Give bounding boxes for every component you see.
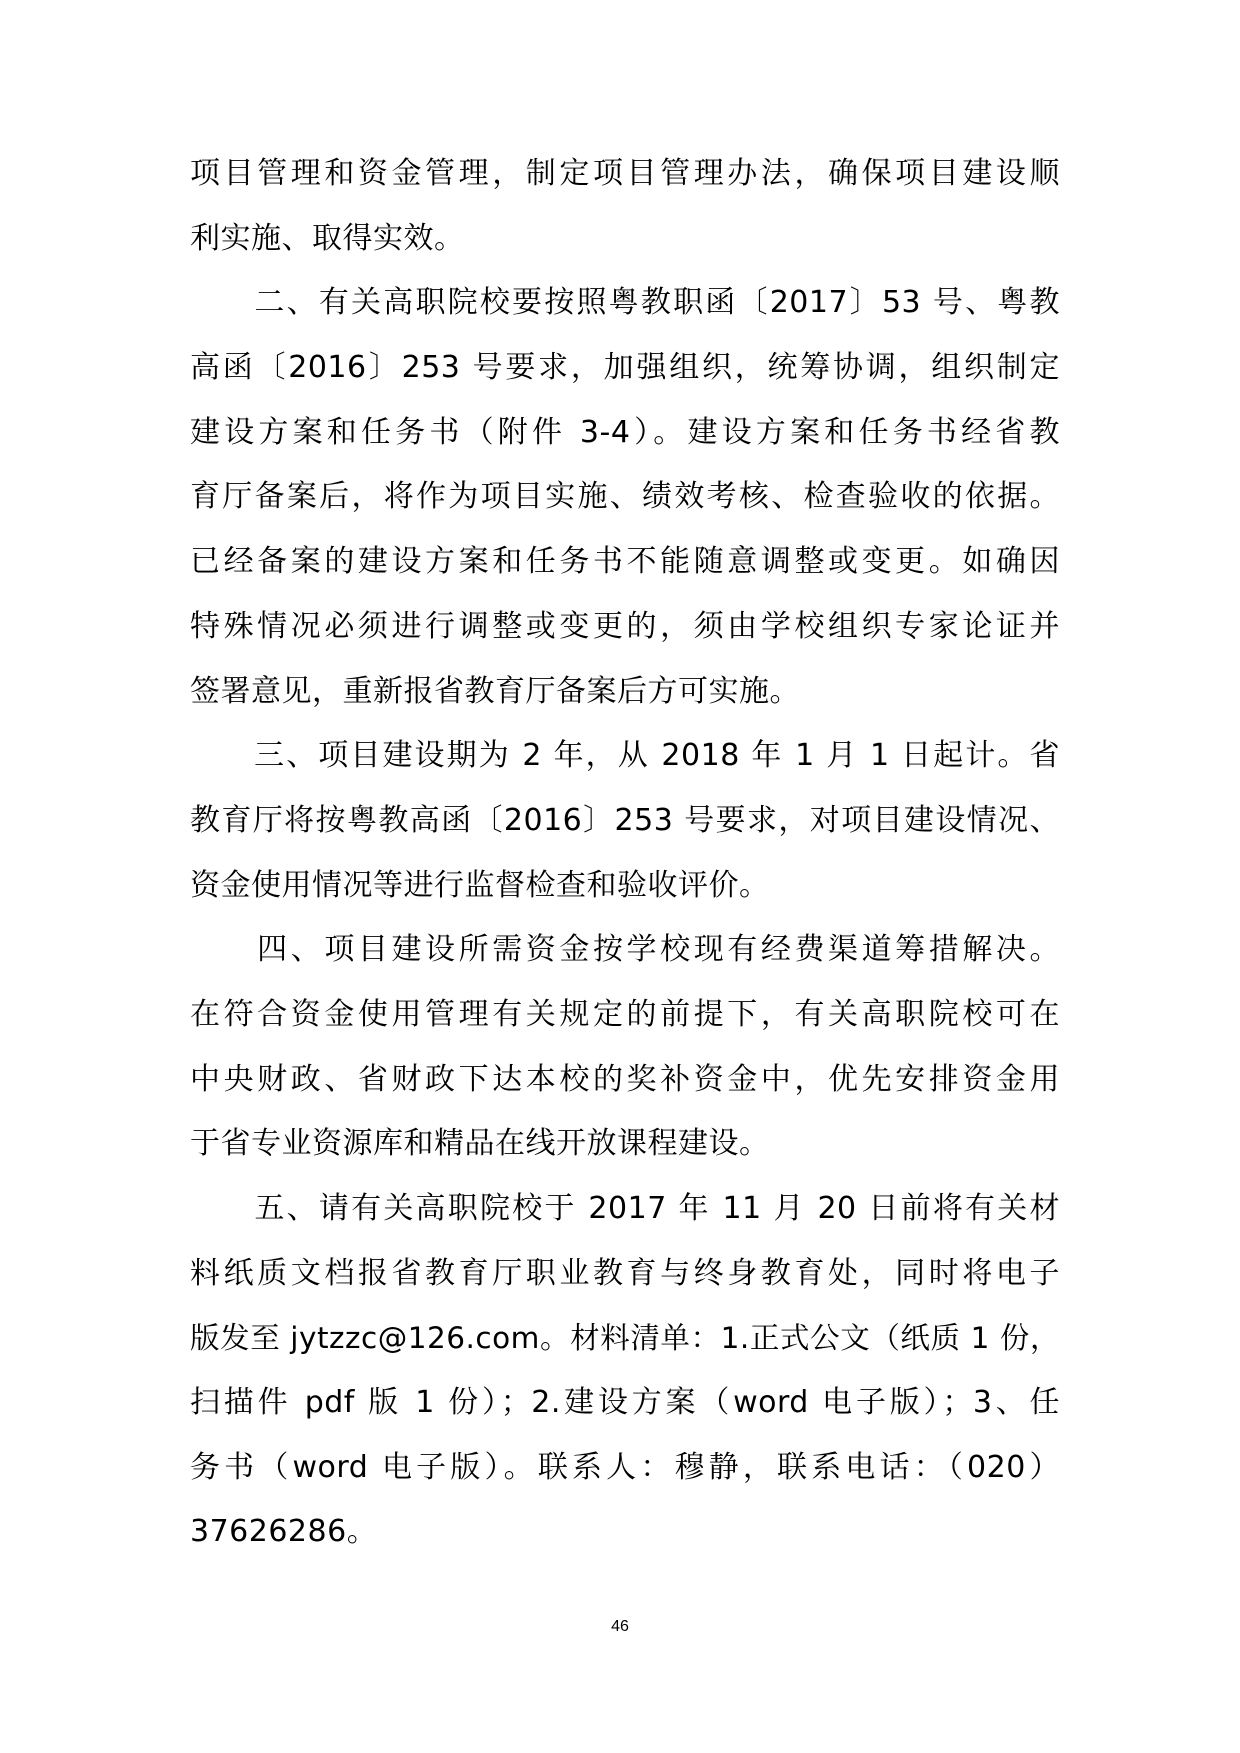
text-line: 教育厅将按粤教高函〔2016〕253 号要求，对项目建设情况、 xyxy=(190,802,1060,838)
text-line: 利实施、取得实效。 xyxy=(190,220,465,256)
text-line: 建设方案和任务书（附件 3-4）。建设方案和任务书经省教 xyxy=(190,414,1060,450)
text-line: 资金使用情况等进行监督检查和验收评价。 xyxy=(190,867,770,903)
text-line: 育厅备案后，将作为项目实施、绩效考核、检查验收的依据。 xyxy=(190,479,1060,515)
text-line: 已经备案的建设方案和任务书不能随意调整或变更。如确因 xyxy=(190,544,1060,580)
text-line: 三、项目建设期为 2 年，从 2018 年 1 月 1 日起计。省 xyxy=(190,738,1060,774)
text-line: 务书（word 电子版）。联系人：穆静，联系电话：（020） xyxy=(190,1449,1060,1485)
text-line: 签署意见，重新报省教育厅备案后方可实施。 xyxy=(190,673,800,709)
text-line: 版发至 jytzzc@126.com。材料清单：1.正式公文（纸质 1 份， xyxy=(190,1321,1060,1356)
text-line: 37626286。 xyxy=(190,1514,378,1550)
text-line: 于省专业资源库和精品在线开放课程建设。 xyxy=(190,1126,770,1162)
text-line: 在符合资金使用管理有关规定的前提下，有关高职院校可在 xyxy=(190,996,1060,1032)
text-line: 料纸质文档报省教育厅职业教育与终身教育处，同时将电子 xyxy=(190,1255,1060,1291)
body-text xyxy=(190,142,1060,1565)
text-line: 四、项目建设所需资金按学校现有经费渠道筹措解决。 xyxy=(190,932,1060,968)
text-line: 扫描件 pdf 版 1 份）；2.建设方案（word 电子版）；3、任 xyxy=(190,1385,1060,1421)
text-line: 五、请有关高职院校于 2017 年 11 月 20 日前将有关材 xyxy=(190,1191,1060,1226)
text-line: 中央财政、省财政下达本校的奖补资金中，优先安排资金用 xyxy=(190,1061,1060,1097)
text-line: 特殊情况必须进行调整或变更的，须由学校组织专家论证并 xyxy=(190,608,1060,644)
text-line: 高函〔2016〕253 号要求，加强组织，统筹协调，组织制定 xyxy=(190,350,1060,386)
text-line: 项目管理和资金管理，制定项目管理办法，确保项目建设顺 xyxy=(190,156,1060,191)
page-number: 46 xyxy=(611,1618,629,1635)
text-line: 二、有关高职院校要按照粤教职函〔2017〕53 号、粤教 xyxy=(190,285,1060,321)
